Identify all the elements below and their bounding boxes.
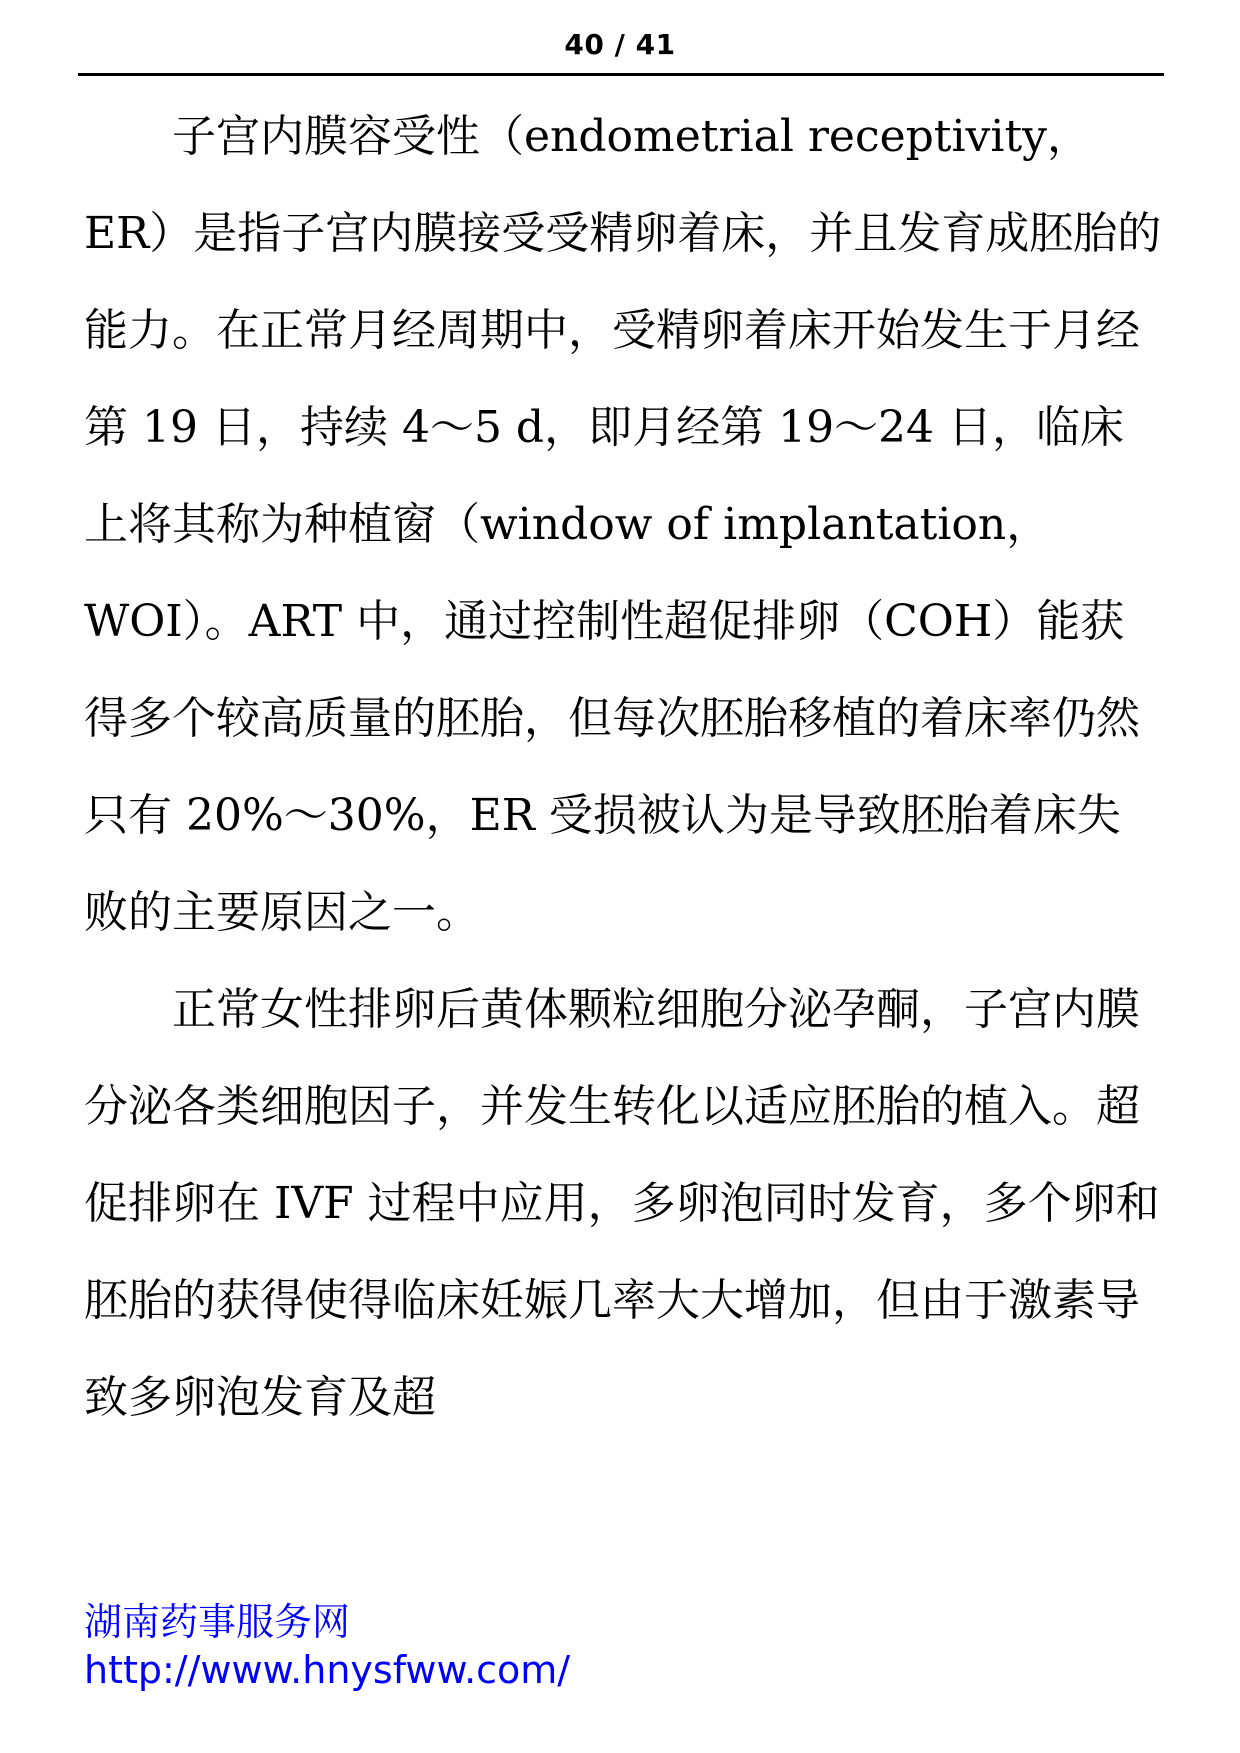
header-divider [78,73,1164,76]
paragraph-endometrial-receptivity: 子宫内膜容受性（endometrial receptivity，ER）是指子宫内膜接受受精卵着床，并且发育成胚胎的能力。在正常月经周期中，受精卵着床开始发生于月经第 19 日，持续 4～5 d，即月经第 19～24 日，临床上将其称为种植窗（window of implantation，WOI）。ART 中，通过控制性超促排卵（COH）能获得多个较高质量的胚胎，但每次胚胎移植的着床率仍然只有 20%～30%，ER 受损被认为是导致胚胎着床失败的主要原因之一。 [84,111,1162,938]
body-text [84,88,1164,1446]
footer-site-name: 湖南药事服务网 [84,1600,351,1644]
paragraph-ovulation-stimulation: 正常女性排卵后黄体颗粒细胞分泌孕酮，子宫内膜分泌各类细胞因子，并发生转化以适应胚胎的植入。超促排卵在 IVF 过程中应用，多卵泡同时发育，多个卵和胚胎的获得使得临床妊娠几率大大增加，但由于激素导致多卵泡发育及超 [84,984,1160,1423]
page-number: 40 / 41 [564,28,676,61]
footer [84,1598,570,1694]
footer-url-link[interactable]: http://www.hnysfww.com/ [84,1648,571,1692]
